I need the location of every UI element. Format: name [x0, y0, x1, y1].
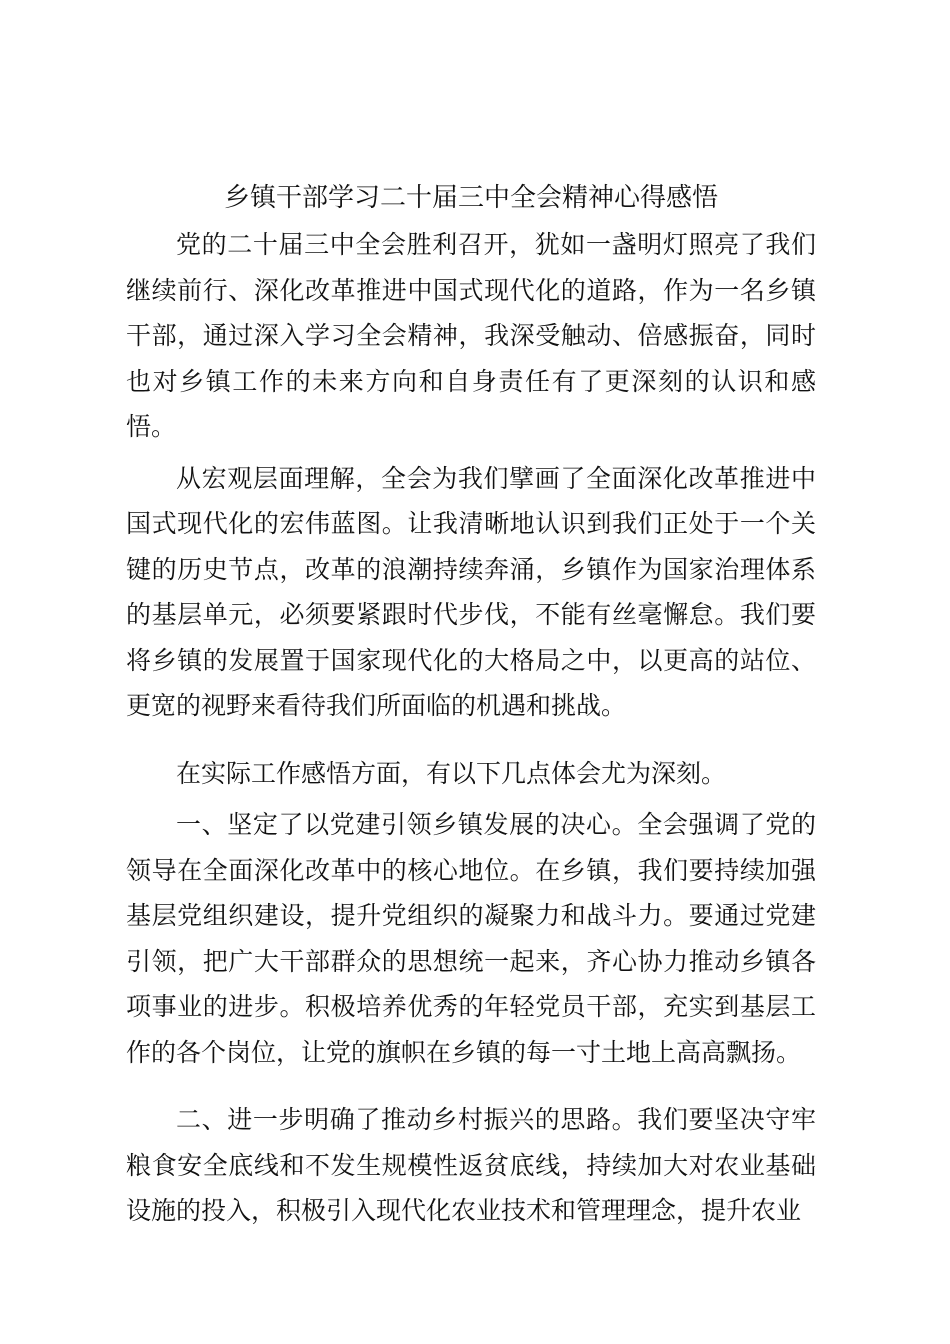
document-title: 乡镇干部学习二十届三中全会精神心得感悟 — [223, 183, 718, 213]
paragraph-macro-view: 从宏观层面理解，全会为我们擘画了全面深化改革推进中国式现代化的宏伟蓝图。让我清晰地认识到我们正处于一个关键的历史节点，改革的浪潮持续奔涌，乡镇作为国家治理体系的基层单元，必须要紧跟时代步伐，不能有丝毫懈怠。我们要将乡镇的发展置于国家现代化的大格局之中，以更高的站位、更宽的视野来看待我们所面临的机遇和挑战。 — [126, 463, 816, 720]
paragraph-intro: 党的二十届三中全会胜利召开，犹如一盏明灯照亮了我们继续前行、深化改革推进中国式现代化的道路，作为一名乡镇干部，通过深入学习全会精神，我深受触动、倍感振奋，同时也对乡镇工作的未来方向和自身责任有了更深刻的认识和感悟。 — [126, 230, 816, 441]
paragraph-point-one: 一、坚定了以党建引领乡镇发展的决心。全会强调了党的领导在全面深化改革中的核心地位。在乡镇，我们要持续加强基层党组织建设，提升党组织的凝聚力和战斗力。要通过党建引领，把广大干部群众的思想统一起来，齐心协力推动乡镇各项事业的进步。积极培养优秀的年轻党员干部，充实到基层工作的各个岗位，让党的旗帜在乡镇的每一寸土地上高高飘扬。 — [126, 810, 816, 1067]
paragraph-practice-lead: 在实际工作感悟方面，有以下几点体会尤为深刻。 — [176, 758, 727, 788]
paragraph-point-two: 二、进一步明确了推动乡村振兴的思路。我们要坚决守牢粮食安全底线和不发生规模性返贫底线，持续加大对农业基础设施的投入，积极引入现代化农业技术和管理理念，提升农业 — [126, 1105, 816, 1225]
document-body — [126, 174, 816, 1256]
